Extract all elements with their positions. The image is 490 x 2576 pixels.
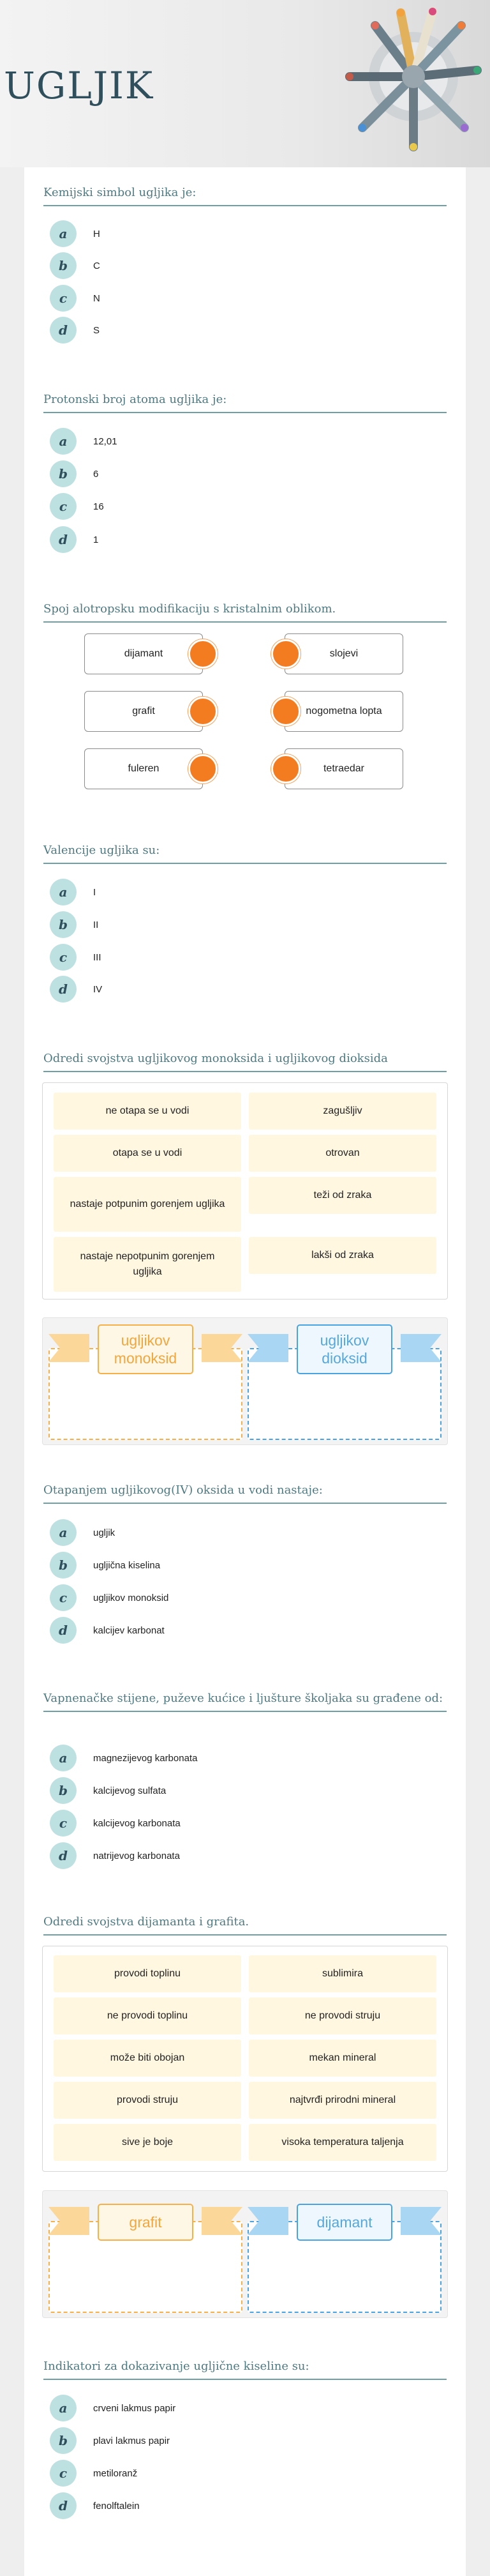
question-5-title: Odredi svojstva ugljikovog monoksida i ugljikovog dioksida bbox=[43, 1050, 447, 1072]
option-letter-badge: b bbox=[50, 460, 77, 487]
match-connector-dot[interactable] bbox=[188, 639, 218, 669]
match-connector-dot[interactable] bbox=[188, 754, 218, 784]
question-7-option-c[interactable] bbox=[50, 1810, 181, 1836]
question-9-option-a[interactable] bbox=[50, 2395, 175, 2421]
option-letter-badge: a bbox=[50, 879, 77, 905]
option-text: IV bbox=[93, 983, 103, 995]
option-text: kalcijevog sulfata bbox=[93, 1785, 167, 1796]
question-1-option-b[interactable] bbox=[50, 253, 100, 278]
option-letter-badge: d bbox=[50, 526, 77, 553]
option-text: ugljik bbox=[93, 1527, 115, 1538]
question-9-title: Indikatori za dokazivanje ugljične kiseline su: bbox=[43, 2358, 447, 2380]
option-text: H bbox=[93, 228, 100, 239]
draggable-chip[interactable]: nastaje nepotpunim gorenjem ugljika bbox=[54, 1237, 241, 1292]
option-text: 1 bbox=[93, 534, 99, 545]
question-7-option-b[interactable] bbox=[50, 1778, 166, 1803]
match-connector-dot[interactable] bbox=[188, 697, 218, 726]
option-letter-badge: a bbox=[50, 220, 77, 247]
question-4-title: Valencije ugljika su: bbox=[43, 842, 447, 864]
match-right-item[interactable]: tetraedar bbox=[285, 748, 403, 789]
draggable-chip[interactable]: ne otapa se u vodi bbox=[54, 1093, 241, 1130]
option-text: ugljična kiselina bbox=[93, 1559, 161, 1571]
option-text: II bbox=[93, 919, 99, 930]
draggable-chip[interactable]: nastaje potpunim gorenjem ugljika bbox=[54, 1177, 241, 1232]
draggable-chip[interactable]: najtvrđi prirodni mineral bbox=[249, 2082, 436, 2119]
option-text: magnezijevog karbonata bbox=[93, 1752, 198, 1764]
option-text: C bbox=[93, 260, 100, 271]
question-2-option-d[interactable] bbox=[50, 527, 98, 552]
option-letter-badge: b bbox=[50, 2427, 77, 2454]
option-letter-badge: b bbox=[50, 1777, 77, 1804]
question-2-option-a[interactable] bbox=[50, 428, 117, 454]
option-letter-badge: a bbox=[50, 428, 77, 455]
question-4-option-c[interactable] bbox=[50, 944, 101, 970]
question-2-title: Protonski broj atoma ugljika je: bbox=[43, 391, 447, 413]
question-8-title: Odredi svojstva dijamanta i grafita. bbox=[43, 1913, 447, 1936]
match-connector-dot[interactable] bbox=[271, 697, 301, 726]
match-left-item[interactable]: fuleren bbox=[84, 748, 203, 789]
question-6-option-d[interactable] bbox=[50, 1618, 165, 1643]
option-letter-badge: a bbox=[50, 2395, 77, 2421]
draggable-chip[interactable]: lakši od zraka bbox=[249, 1237, 436, 1274]
category-label: grafit bbox=[129, 2214, 162, 2231]
question-4-option-d[interactable] bbox=[50, 976, 102, 1002]
option-letter-badge: c bbox=[50, 1810, 77, 1837]
option-text: fenolftalein bbox=[93, 2500, 140, 2512]
draggable-chip[interactable]: provodi toplinu bbox=[54, 1955, 241, 1992]
category-label: ugljikov dioksid bbox=[320, 1332, 369, 1367]
question-7-title: Vapnenačke stijene, puževe kućice i ljušture školjaka su građene od: bbox=[43, 1690, 447, 1712]
option-letter-badge: c bbox=[50, 1584, 77, 1611]
option-letter-badge: d bbox=[50, 2492, 77, 2519]
question-6-option-c[interactable] bbox=[50, 1585, 168, 1610]
option-letter-badge: c bbox=[50, 285, 77, 312]
question-1-title: Kemijski simbol ugljika je: bbox=[43, 184, 447, 206]
draggable-chip[interactable]: provodi struju bbox=[54, 2082, 241, 2119]
question-9-option-c[interactable] bbox=[50, 2460, 137, 2486]
option-text: N bbox=[93, 292, 100, 304]
question-4-option-a[interactable] bbox=[50, 879, 96, 905]
match-right-item[interactable]: slojevi bbox=[285, 633, 403, 674]
option-letter-badge: d bbox=[50, 976, 77, 1003]
question-9-option-b[interactable] bbox=[50, 2428, 170, 2453]
option-letter-badge: a bbox=[50, 1519, 77, 1546]
draggable-chip[interactable]: teži od zraka bbox=[249, 1177, 436, 1214]
option-letter-badge: b bbox=[50, 911, 77, 938]
category-label: dijamant bbox=[316, 2214, 373, 2231]
draggable-chip[interactable]: zagušljiv bbox=[249, 1093, 436, 1130]
match-right-item[interactable]: nogometna lopta bbox=[285, 691, 403, 732]
option-letter-badge: b bbox=[50, 252, 77, 279]
option-text: ugljikov monoksid bbox=[93, 1592, 169, 1603]
question-6-title: Otapanjem ugljikovog(IV) oksida u vodi nastaje: bbox=[43, 1481, 447, 1504]
question-2-option-b[interactable] bbox=[50, 461, 98, 487]
draggable-chip[interactable]: visoka temperatura taljenja bbox=[249, 2124, 436, 2161]
option-letter-badge: b bbox=[50, 1552, 77, 1579]
option-text: kalcijev karbonat bbox=[93, 1625, 165, 1636]
option-letter-badge: d bbox=[50, 1842, 77, 1869]
option-text: kalcijevog karbonata bbox=[93, 1817, 181, 1829]
question-3-title: Spoj alotropsku modifikaciju s kristalnim oblikom. bbox=[43, 600, 447, 623]
option-text: 6 bbox=[93, 468, 99, 480]
option-text: crveni lakmus papir bbox=[93, 2402, 176, 2414]
draggable-chip[interactable]: ne provodi toplinu bbox=[54, 1997, 241, 2034]
match-left-item[interactable]: dijamant bbox=[84, 633, 203, 674]
draggable-chip[interactable]: sublimira bbox=[249, 1955, 436, 1992]
question-6-option-b[interactable] bbox=[50, 1552, 160, 1578]
option-text: natrijevog karbonata bbox=[93, 1850, 180, 1861]
draggable-chip[interactable]: ne provodi struju bbox=[249, 1997, 436, 2034]
match-left-item[interactable]: grafit bbox=[84, 691, 203, 732]
category-label: ugljikov monoksid bbox=[114, 1332, 177, 1367]
match-connector-dot[interactable] bbox=[271, 754, 301, 784]
option-letter-badge: c bbox=[50, 2460, 77, 2487]
match-connector-dot[interactable] bbox=[271, 639, 301, 669]
draggable-chip[interactable]: mekan mineral bbox=[249, 2040, 436, 2077]
page-title: UGLJIK bbox=[4, 64, 154, 107]
question-9-option-d[interactable] bbox=[50, 2493, 140, 2519]
draggable-chip[interactable]: može biti obojan bbox=[54, 2040, 241, 2077]
draggable-chip[interactable]: otapa se u vodi bbox=[54, 1135, 241, 1172]
question-4-option-b[interactable] bbox=[50, 912, 98, 937]
pencil-cup-image bbox=[324, 0, 490, 167]
question-1-option-c[interactable] bbox=[50, 285, 100, 311]
option-letter-badge: c bbox=[50, 493, 77, 520]
option-text: plavi lakmus papir bbox=[93, 2435, 170, 2446]
option-letter-badge: a bbox=[50, 1745, 77, 1771]
question-7-option-a[interactable] bbox=[50, 1745, 197, 1771]
question-1-option-d[interactable] bbox=[50, 317, 100, 343]
option-text: S bbox=[93, 324, 100, 336]
option-letter-badge: d bbox=[50, 1617, 77, 1644]
option-text: I bbox=[93, 886, 96, 898]
draggable-chip[interactable]: otrovan bbox=[249, 1135, 436, 1172]
option-letter-badge: d bbox=[50, 317, 77, 344]
question-1-option-a[interactable] bbox=[50, 221, 100, 246]
header-banner bbox=[0, 0, 490, 167]
draggable-chip[interactable]: sive je boje bbox=[54, 2124, 241, 2161]
option-text: metiloranž bbox=[93, 2467, 138, 2479]
option-letter-badge: c bbox=[50, 944, 77, 971]
option-text: 16 bbox=[93, 501, 104, 512]
option-text: III bbox=[93, 951, 101, 963]
question-2-option-c[interactable] bbox=[50, 494, 104, 519]
question-7-option-d[interactable] bbox=[50, 1843, 180, 1868]
option-text: 12,01 bbox=[93, 436, 117, 447]
question-6-option-a[interactable] bbox=[50, 1520, 115, 1545]
